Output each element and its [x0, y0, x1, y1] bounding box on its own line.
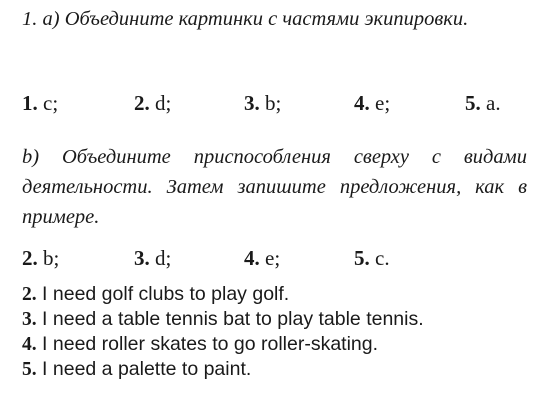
sentence-2	[22, 282, 542, 307]
sentence-text: I need a palette to paint.	[42, 358, 252, 380]
task2-answer-5	[354, 243, 390, 273]
answer-value: e;	[375, 91, 391, 115]
task1-answer-1	[22, 88, 58, 118]
answer-value: d;	[155, 91, 172, 115]
task1-answer-2	[134, 88, 171, 118]
answer-value: b;	[43, 246, 60, 270]
answer-number: 3.	[134, 246, 150, 270]
answer-value: c;	[43, 91, 59, 115]
answer-value: a.	[486, 91, 501, 115]
sentence-3	[22, 307, 542, 332]
sentence-text: I need a table tennis bat to play table tennis.	[42, 308, 424, 330]
task1-answer-3	[244, 88, 281, 118]
sentence-number: 5.	[22, 359, 37, 380]
sentence-5	[22, 357, 542, 382]
answer-number: 4.	[354, 91, 370, 115]
example-sentences	[22, 282, 542, 382]
sentence-4	[22, 332, 542, 357]
answer-value: e;	[265, 246, 281, 270]
sentence-number: 4.	[22, 334, 37, 355]
answer-number: 2.	[22, 246, 38, 270]
sentence-number: 3.	[22, 309, 37, 330]
task2-answer-4	[244, 243, 280, 273]
task2-answer-3	[134, 243, 171, 273]
task1-instruction: 1. a) Объедините картинки с частями экипировки.	[22, 8, 469, 30]
task2-answer-2	[22, 243, 59, 273]
answer-number: 4.	[244, 246, 260, 270]
answer-number: 3.	[244, 91, 260, 115]
sentence-text: I need roller skates to go roller-skating.	[42, 333, 379, 355]
answer-value: c.	[375, 246, 390, 270]
task1-answer-4	[354, 88, 390, 118]
answer-number: 5.	[354, 246, 370, 270]
answer-value: d;	[155, 246, 172, 270]
task2-instruction: b) Объедините приспособления сверху с видами деятельности. Затем запишите предложения, как в примере.	[22, 146, 527, 228]
answer-number: 5.	[465, 91, 481, 115]
sentence-number: 2.	[22, 284, 37, 305]
answer-number: 1.	[22, 91, 38, 115]
answer-number: 2.	[134, 91, 150, 115]
task1-answer-5	[465, 88, 501, 118]
answer-value: b;	[265, 91, 282, 115]
sentence-text: I need golf clubs to play golf.	[42, 283, 290, 305]
